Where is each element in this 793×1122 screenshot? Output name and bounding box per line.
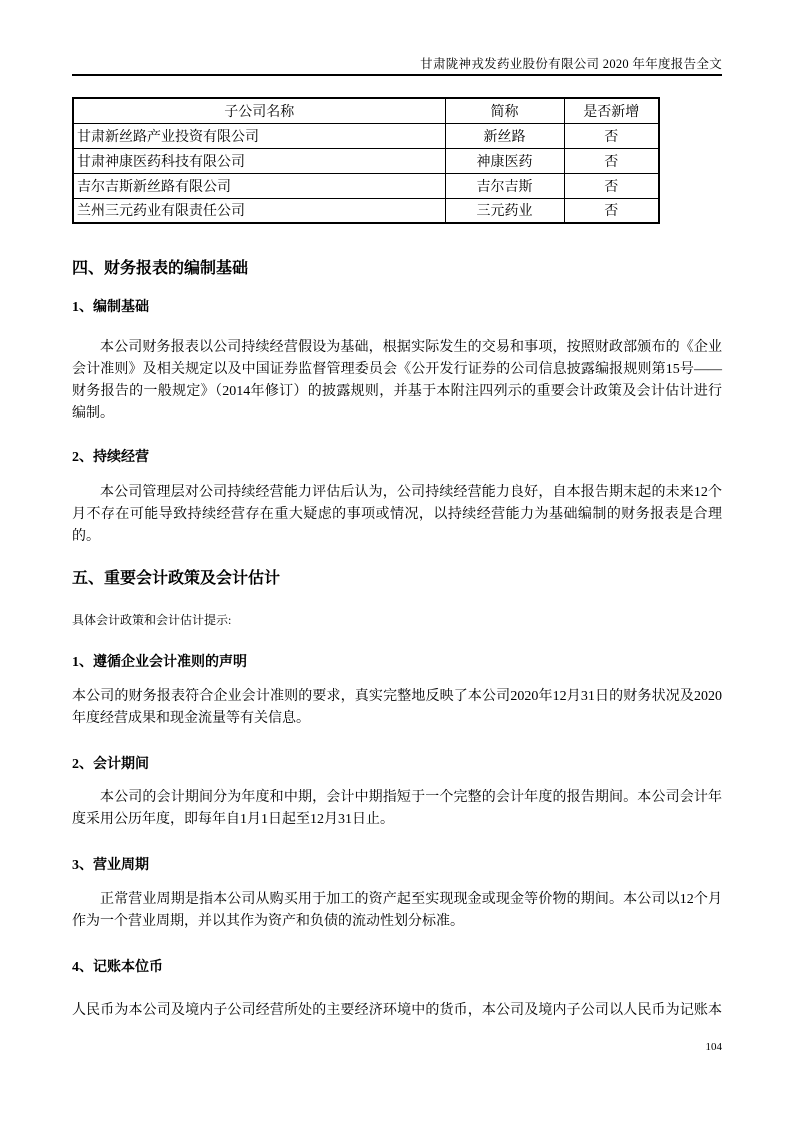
- short-name-cell: 三元药业: [445, 198, 564, 223]
- is-new-cell: 否: [564, 198, 659, 223]
- subsection-basis-1-body: 本公司财务报表以公司持续经营假设为基础，根据实际发生的交易和事项，按照财政部颁布的《企业会计准则》及相关规定以及中国证券监督管理委员会《公开发行证券的公司信息披露编报规则第15号——财务报告的一般规定》（2014年修订）的披露规则，并基于本附注四列示的重要会计政策及会计估计进行编制。: [72, 340, 722, 421]
- is-new-cell: 否: [564, 173, 659, 198]
- subsection-policies-3-title: 3、营业周期: [72, 858, 149, 873]
- table-row: [73, 148, 659, 173]
- subsection-policies-4-title: 4、记账本位币: [72, 960, 163, 975]
- subsidiary-name-cell: 甘肃新丝路产业投资有限公司: [73, 123, 445, 148]
- is-new-cell: 否: [564, 123, 659, 148]
- table-row: [73, 173, 659, 198]
- subsidiary-name-cell: 甘肃神康医药科技有限公司: [73, 148, 445, 173]
- column-header-short-name: 简称: [445, 98, 564, 123]
- short-name-cell: 神康医药: [445, 148, 564, 173]
- table-row: [73, 123, 659, 148]
- subsection-basis-1-title: 1、编制基础: [72, 300, 149, 315]
- table-header-row: [73, 98, 659, 123]
- column-header-is-new: 是否新增: [564, 98, 659, 123]
- subsection-policies-1-body: 本公司的财务报表符合企业会计准则的要求，真实完整地反映了本公司2020年12月31日的财务状况及2020年度经营成果和现金流量等有关信息。: [72, 689, 722, 726]
- subsection-policies-2-body: 本公司的会计期间分为年度和中期，会计中期指短于一个完整的会计年度的报告期间。本公司会计年度采用公历年度，即每年自1月1日起至12月31日止。: [72, 790, 722, 827]
- table-row: [73, 198, 659, 223]
- section-basis-title: 四、财务报表的编制基础: [72, 260, 249, 277]
- subsidiary-name-cell: 兰州三元药业有限责任公司: [73, 198, 445, 223]
- short-name-cell: 吉尔吉斯: [445, 173, 564, 198]
- subsection-policies-3-body: 正常营业周期是指本公司从购买用于加工的资产起至实现现金或现金等价物的期间。本公司以12个月作为一个营业周期，并以其作为资产和负债的流动性划分标准。: [72, 892, 722, 929]
- section-policies-title: 五、重要会计政策及会计估计: [72, 570, 281, 587]
- column-header-subsidiary-name: 子公司名称: [73, 98, 445, 123]
- short-name-cell: 新丝路: [445, 123, 564, 148]
- subsection-policies-1-title: 1、遵循企业会计准则的声明: [72, 655, 247, 670]
- subsidiary-name-cell: 吉尔吉斯新丝路有限公司: [73, 173, 445, 198]
- subsidiaries-table: [72, 97, 660, 224]
- subsection-policies-4-body: 人民币为本公司及境内子公司经营所处的主要经济环境中的货币，本公司及境内子公司以人民币为记账本: [72, 1003, 722, 1018]
- report-header-title: 甘肃陇神戎发药业股份有限公司 2020 年年度报告全文: [420, 57, 722, 71]
- policies-note: 具体会计政策和会计估计提示:: [72, 613, 232, 627]
- page-number: 104: [705, 1041, 722, 1053]
- is-new-cell: 否: [564, 148, 659, 173]
- subsection-basis-2-body: 本公司管理层对公司持续经营能力评估后认为，公司持续经营能力良好，自本报告期末起的未来12个月不存在可能导致持续经营存在重大疑虑的事项或情况，以持续经营能力为基础编制的财务报表是合理的。: [72, 485, 722, 544]
- subsection-policies-2-title: 2、会计期间: [72, 757, 149, 772]
- subsection-basis-2-title: 2、持续经营: [72, 450, 149, 465]
- report-header: [72, 57, 722, 76]
